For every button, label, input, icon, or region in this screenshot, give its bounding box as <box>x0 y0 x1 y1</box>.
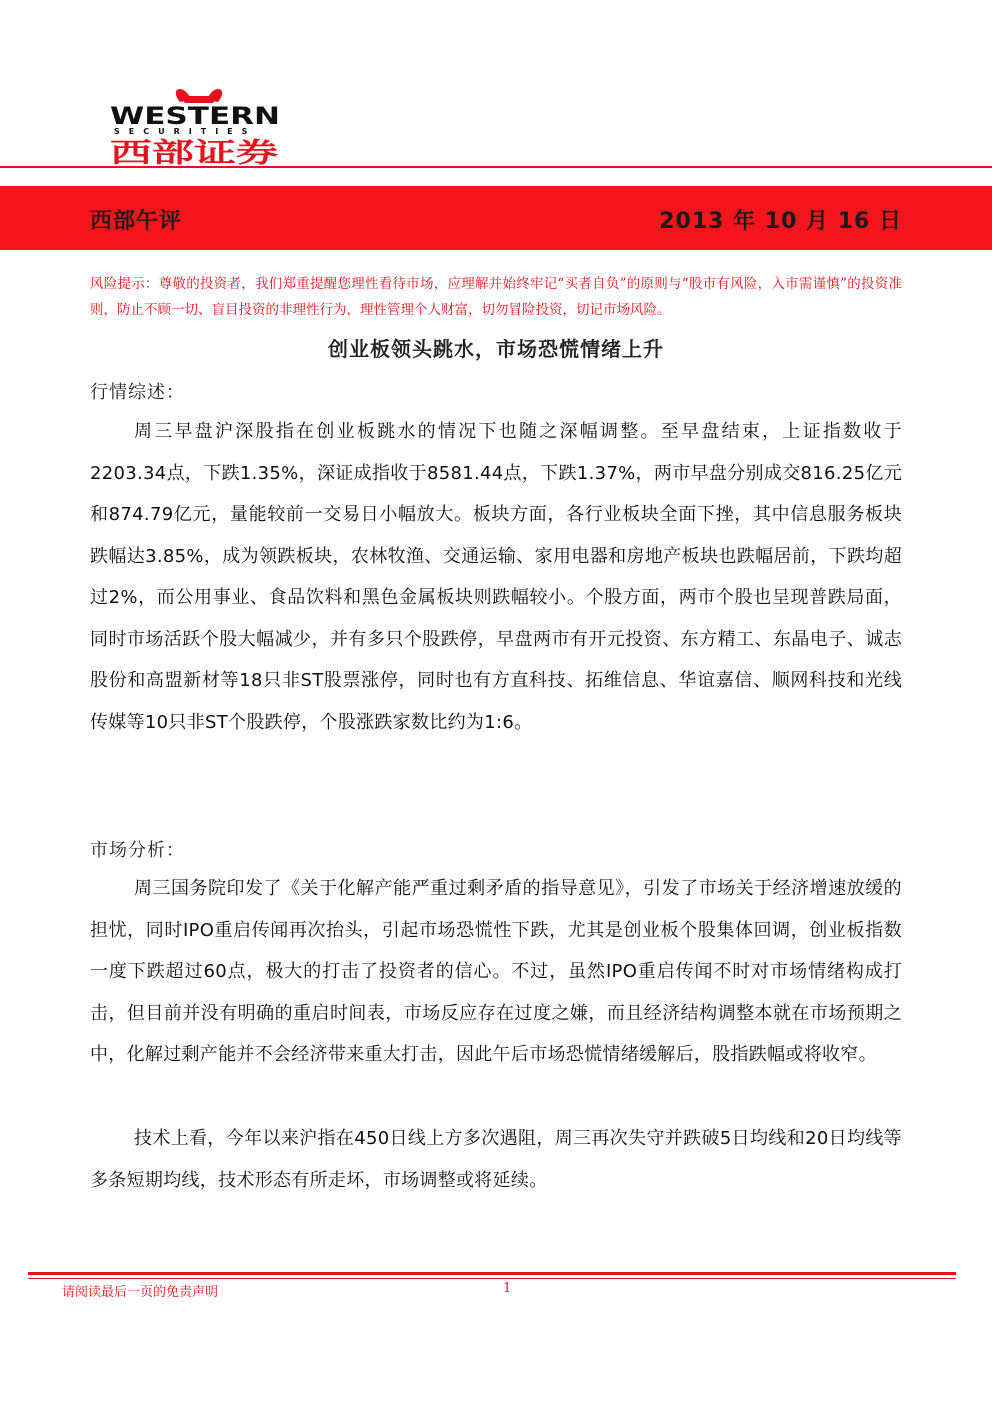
header-rule <box>0 166 992 168</box>
paragraph-market-analysis: 周三国务院印发了《关于化解产能严重过剩矛盾的指导意见》，引发了市场关于经济增速放缓的担忧，同时IPO重启传闻再次抬头，引起市场恐慌性下跌，尤其是创业板个股集体回调，创业板指数一度下跌超过60点，极大的打击了投资者的信心。不过，虽然IPO重启传闻不时对市场情绪构成打击，但目前并没有明确的重启时间表，市场反应存在过度之嫌，而且经济结构调整本就在市场预期之中，化解过剩产能并不会经济带来重大打击，因此午后市场恐慌情绪缓解后，股指跌幅或将收窄。 <box>90 878 902 1065</box>
paragraph-market-overview: 周三早盘沪深股指在创业板跳水的情况下也随之深幅调整。至早盘结束，上证指数收于2203.34点，下跌1.35%，深证成指收于8581.44点，下跌1.37%，两市早盘分别成交816.25亿元和874.79亿元，量能较前一交易日小幅放大。板块方面，各行业板块全面下挫，其中信息服务板块跌幅达3.85%，成为领跌板块，农林牧渔、交通运输、家用电器和房地产板块也跌幅居前，下跌均超过2%，而公用事业、食品饮料和黑色金属板块则跌幅较小。个股方面，两市个股也呈现普跌局面，同时市场活跃个股大幅减少，并有多只个股跌停，早盘两市有开元投资、东方精工、东晶电子、诚志股份和高盟新材等18只非ST股票涨停，同时也有方直科技、拓维信息、华谊嘉信、顺网科技和光线传媒等10只非ST个股跌停，个股涨跌家数比约为1:6。 <box>90 421 902 733</box>
western-securities-logo <box>110 86 285 166</box>
footer-rule <box>28 1272 956 1275</box>
disclaimer-note: 请阅读最后一页的免责声明 <box>62 1285 219 1300</box>
report-name: 西部午评 <box>90 209 183 234</box>
page-number: 1 <box>503 1281 512 1296</box>
footer-rule-thin <box>28 1278 956 1279</box>
article-title: 创业板领头跳水，市场恐慌情绪上升 <box>328 337 664 361</box>
section-heading-market-overview: 行情综述： <box>90 382 185 403</box>
bull-logo-icon <box>110 86 285 166</box>
svg-text:WESTERN: WESTERN <box>110 102 280 130</box>
paragraph-technical-view: 技术上看，今年以来沪指在450日线上方多次遇阻，周三再次失守并跌破5日均线和20日均线等多条短期均线，技术形态有所走坏，市场调整或将延续。 <box>90 1128 902 1191</box>
section-heading-market-analysis: 市场分析： <box>90 840 185 861</box>
svg-text:SECURITIES: SECURITIES <box>114 127 257 136</box>
svg-text:西部证券: 西部证券 <box>110 138 278 166</box>
report-banner <box>0 186 992 250</box>
risk-notice: 风险提示：尊敬的投资者，我们郑重提醒您理性看待市场，应理解并始终牢记“买者自负”的原则与“股市有风险，入市需谨慎”的投资准则，防止不顾一切、盲目投资的非理性行为，理性管理个人财富，切勿冒险投资，切记市场风险。 <box>90 276 902 318</box>
report-date: 2013 年 10 月 16 日 <box>659 209 902 234</box>
